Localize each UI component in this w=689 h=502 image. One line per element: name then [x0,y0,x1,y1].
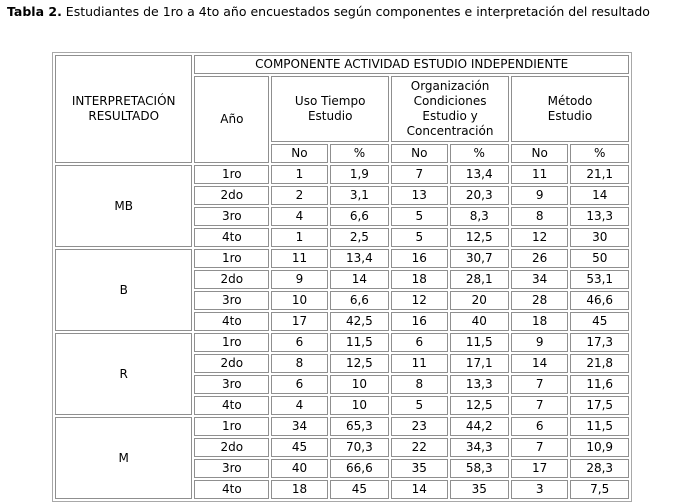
count-cell: 7 [391,165,447,184]
percent-cell: 12,5 [450,228,509,247]
table-row [55,333,629,352]
percent-cell: 53,1 [570,270,629,289]
count-cell: 34 [271,417,327,436]
interpretation-header-line2: RESULTADO [88,109,160,123]
percent-cell: 10 [330,396,389,415]
interpretation-group-cell: M [55,417,192,499]
count-cell: 40 [271,459,327,478]
year-cell: 3ro [194,207,269,226]
count-cell: 9 [511,333,568,352]
percent-cell: 21,1 [570,165,629,184]
caption-label: Tabla 2. [7,4,62,19]
count-cell: 11 [271,249,327,268]
count-cell: 14 [511,354,568,373]
count-cell: 17 [271,312,327,331]
count-cell: 7 [511,438,568,457]
year-cell: 3ro [194,291,269,310]
percent-cell: 13,4 [450,165,509,184]
percent-cell: 12,5 [450,396,509,415]
year-cell: 4to [194,228,269,247]
interpretation-group-cell: B [55,249,192,331]
count-cell: 13 [391,186,447,205]
count-cell: 1 [271,165,327,184]
component-header-line: Condiciones [413,94,487,108]
count-cell: 2 [271,186,327,205]
interpretation-header [55,55,192,163]
count-cell: 45 [271,438,327,457]
year-cell: 2do [194,270,269,289]
sub-header-percent: % [450,144,509,163]
count-cell: 6 [391,333,447,352]
count-cell: 18 [391,270,447,289]
percent-cell: 10 [330,375,389,394]
count-cell: 6 [271,375,327,394]
percent-cell: 11,5 [450,333,509,352]
year-cell: 1ro [194,333,269,352]
percent-cell: 46,6 [570,291,629,310]
sub-header-no: No [511,144,568,163]
percent-cell: 12,5 [330,354,389,373]
count-cell: 16 [391,249,447,268]
percent-cell: 11,5 [570,417,629,436]
percent-cell: 50 [570,249,629,268]
year-cell: 4to [194,480,269,499]
count-cell: 28 [511,291,568,310]
percent-cell: 3,1 [330,186,389,205]
count-cell: 26 [511,249,568,268]
table-row [55,165,629,184]
percent-cell: 40 [450,312,509,331]
percent-cell: 45 [570,312,629,331]
component-header-line: Concentración [406,124,494,138]
component-header-line: Organización [410,79,490,93]
count-cell: 23 [391,417,447,436]
component-header-line: Estudio [547,109,593,123]
count-cell: 14 [391,480,447,499]
percent-cell: 2,5 [330,228,389,247]
count-cell: 6 [511,417,568,436]
count-cell: 4 [271,207,327,226]
year-cell: 2do [194,438,269,457]
percent-cell: 34,3 [450,438,509,457]
percent-cell: 30 [570,228,629,247]
percent-cell: 66,6 [330,459,389,478]
percent-cell: 8,3 [450,207,509,226]
percent-cell: 21,8 [570,354,629,373]
interpretation-group-cell: MB [55,165,192,247]
year-cell: 2do [194,186,269,205]
count-cell: 18 [511,312,568,331]
percent-cell: 7,5 [570,480,629,499]
caption-text: Estudiantes de 1ro a 4to año encuestados según componentes e interpretación del resultado [61,4,650,19]
percent-cell: 20 [450,291,509,310]
percent-cell: 6,6 [330,291,389,310]
percent-cell: 10,9 [570,438,629,457]
percent-cell: 6,6 [330,207,389,226]
component-header-line: Estudio [307,109,353,123]
count-cell: 9 [511,186,568,205]
percent-cell: 42,5 [330,312,389,331]
component-header-uso-tiempo [271,76,389,142]
sub-header-percent: % [330,144,389,163]
count-cell: 7 [511,375,568,394]
percent-cell: 11,6 [570,375,629,394]
count-cell: 5 [391,207,447,226]
component-header-line: Estudio y [422,109,478,123]
count-cell: 8 [511,207,568,226]
year-header: Año [194,76,269,163]
percent-cell: 13,4 [330,249,389,268]
count-cell: 10 [271,291,327,310]
percent-cell: 11,5 [330,333,389,352]
component-header-line: Uso Tiempo [294,94,366,108]
count-cell: 22 [391,438,447,457]
year-cell: 1ro [194,417,269,436]
count-cell: 3 [511,480,568,499]
percent-cell: 17,5 [570,396,629,415]
sub-header-percent: % [570,144,629,163]
percent-cell: 17,3 [570,333,629,352]
count-cell: 7 [511,396,568,415]
sub-header-no: No [271,144,327,163]
count-cell: 8 [271,354,327,373]
count-cell: 8 [391,375,447,394]
percent-cell: 30,7 [450,249,509,268]
percent-cell: 28,1 [450,270,509,289]
count-cell: 12 [511,228,568,247]
count-cell: 5 [391,228,447,247]
percent-cell: 13,3 [570,207,629,226]
percent-cell: 35 [450,480,509,499]
interpretation-header-line1: INTERPRETACIÓN [71,94,176,108]
table-caption [7,4,650,20]
results-table [52,52,632,502]
count-cell: 16 [391,312,447,331]
year-cell: 4to [194,396,269,415]
count-cell: 35 [391,459,447,478]
count-cell: 11 [511,165,568,184]
count-cell: 12 [391,291,447,310]
count-cell: 11 [391,354,447,373]
percent-cell: 20,3 [450,186,509,205]
component-header-metodo [511,76,629,142]
count-cell: 34 [511,270,568,289]
count-cell: 9 [271,270,327,289]
year-cell: 2do [194,354,269,373]
percent-cell: 58,3 [450,459,509,478]
component-header-line: Método [547,94,593,108]
count-cell: 18 [271,480,327,499]
count-cell: 6 [271,333,327,352]
results-table-container [52,52,632,502]
percent-cell: 14 [570,186,629,205]
percent-cell: 44,2 [450,417,509,436]
percent-cell: 1,9 [330,165,389,184]
interpretation-group-cell: R [55,333,192,415]
table-row [55,417,629,436]
year-cell: 1ro [194,249,269,268]
count-cell: 17 [511,459,568,478]
year-cell: 3ro [194,459,269,478]
percent-cell: 70,3 [330,438,389,457]
count-cell: 5 [391,396,447,415]
percent-cell: 13,3 [450,375,509,394]
percent-cell: 45 [330,480,389,499]
sub-header-no: No [391,144,447,163]
percent-cell: 28,3 [570,459,629,478]
count-cell: 1 [271,228,327,247]
count-cell: 4 [271,396,327,415]
year-cell: 1ro [194,165,269,184]
percent-cell: 65,3 [330,417,389,436]
component-group-header: COMPONENTE ACTIVIDAD ESTUDIO INDEPENDIENTE [194,55,629,74]
year-cell: 3ro [194,375,269,394]
component-header-organizacion [391,76,509,142]
table-row [55,249,629,268]
percent-cell: 14 [330,270,389,289]
percent-cell: 17,1 [450,354,509,373]
year-cell: 4to [194,312,269,331]
